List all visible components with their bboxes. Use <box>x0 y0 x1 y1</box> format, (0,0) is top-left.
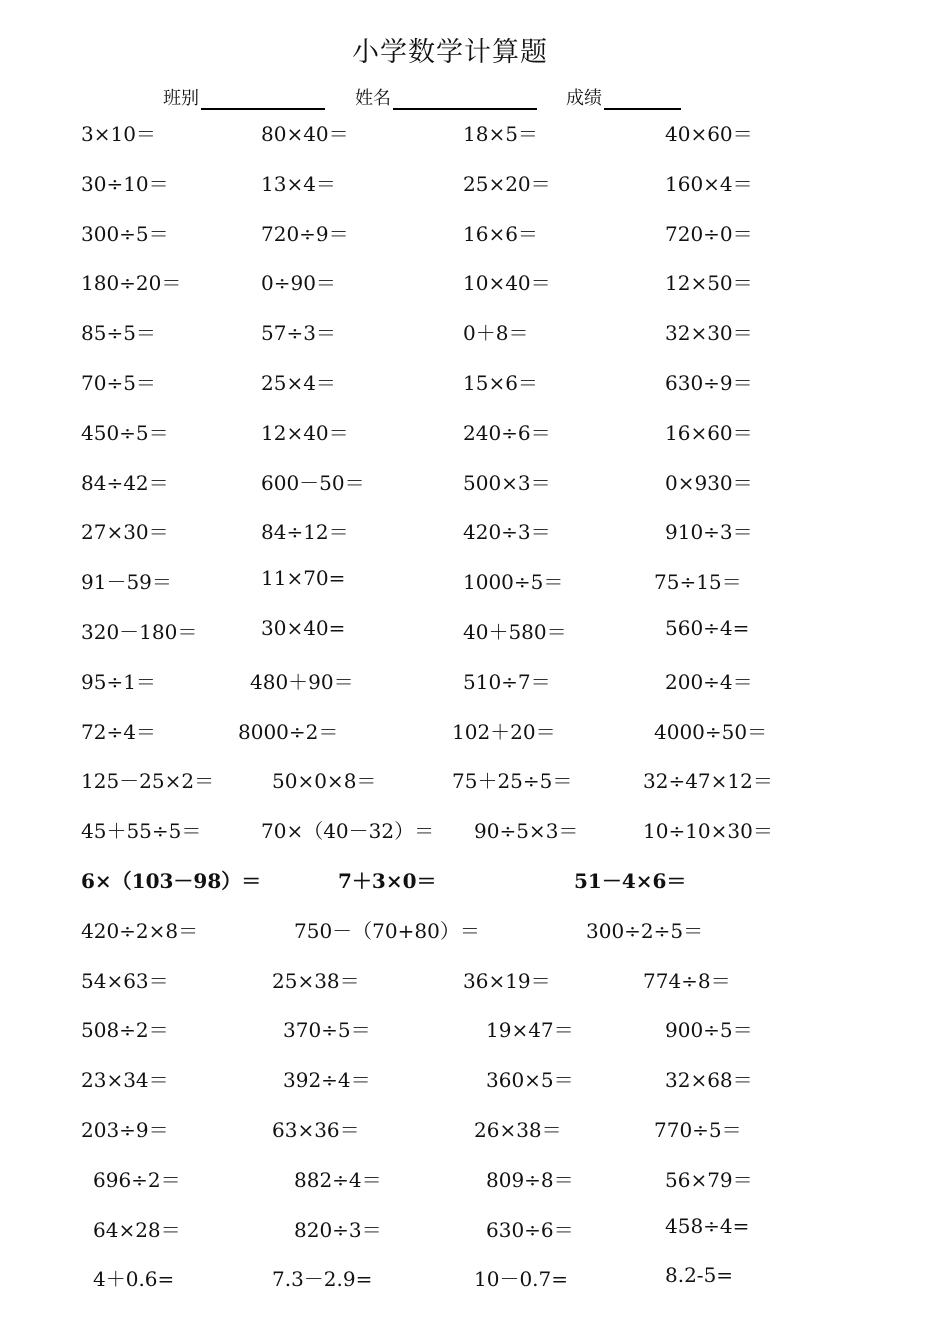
math-problem: 1000÷5＝ <box>463 570 564 595</box>
math-problem: 23×34＝ <box>81 1068 169 1093</box>
math-problem: 300÷2÷5＝ <box>586 918 704 943</box>
math-problem: 720÷9＝ <box>261 221 349 246</box>
problem-row <box>0 118 950 148</box>
math-problem: 4＋0.6= <box>93 1267 175 1292</box>
math-problem: 40＋580＝ <box>463 620 567 644</box>
class-blank-line[interactable] <box>201 86 325 110</box>
math-problem: 84÷12＝ <box>261 520 349 545</box>
math-problem: 70×（40－32）＝ <box>261 819 435 844</box>
math-problem: 508÷2＝ <box>81 1018 169 1043</box>
math-problem: 80×40＝ <box>261 122 349 146</box>
math-problem: 56×79＝ <box>665 1167 753 1192</box>
math-problem: 95÷1＝ <box>81 669 156 694</box>
math-problem: 360×5＝ <box>486 1068 574 1093</box>
math-problem: 25×38＝ <box>272 968 360 993</box>
problem-row <box>0 666 950 696</box>
problem-row <box>0 1014 950 1044</box>
math-problem: 50×0×8＝ <box>272 769 377 794</box>
math-problem: 450÷5＝ <box>81 420 169 445</box>
math-problem: 13×4＝ <box>261 171 336 196</box>
score-field[interactable] <box>566 84 681 110</box>
math-problem: 510÷7＝ <box>463 669 551 694</box>
math-problem: 0＋8＝ <box>463 321 529 346</box>
math-problem: 27×30＝ <box>81 520 169 545</box>
math-problem: 30×40= <box>261 616 346 640</box>
math-problem: 40×60＝ <box>665 122 753 146</box>
math-problem: 300÷5＝ <box>81 221 169 246</box>
math-problem: 90÷5×3＝ <box>474 819 579 844</box>
math-problem: 72÷4＝ <box>81 719 156 744</box>
math-problem: 4000÷50＝ <box>654 719 768 744</box>
math-problem: 458÷4= <box>665 1213 750 1238</box>
math-problem: 370÷5＝ <box>283 1018 371 1043</box>
math-problem: 12×40＝ <box>261 420 349 445</box>
math-problem: 6×（103－98）＝ <box>81 869 262 893</box>
math-problem: 32÷47×12＝ <box>643 769 773 794</box>
problem-row <box>0 267 950 297</box>
math-problem: 8.2-5= <box>665 1263 734 1288</box>
problem-row <box>0 317 950 347</box>
problem-row <box>0 467 950 497</box>
math-problem: 420÷3＝ <box>463 520 551 545</box>
math-problem: 7.3－2.9= <box>272 1267 373 1292</box>
problem-row <box>0 168 950 198</box>
math-problem: 240÷6＝ <box>463 420 551 445</box>
math-problem: 125－25×2＝ <box>81 769 215 794</box>
math-problem: 57÷3＝ <box>261 321 336 346</box>
math-problem: 16×60＝ <box>665 420 753 445</box>
math-problem: 32×68＝ <box>665 1068 753 1093</box>
student-info-fields <box>0 84 950 114</box>
score-label: 成绩 <box>566 88 602 109</box>
problem-row <box>0 1114 950 1144</box>
math-problem: 882÷4＝ <box>294 1167 382 1192</box>
problem-row <box>0 218 950 248</box>
math-problem: 7＋3×0＝ <box>338 869 437 893</box>
class-field[interactable] <box>163 84 325 110</box>
math-problem: 0÷90＝ <box>261 271 336 296</box>
math-problem: 85÷5＝ <box>81 321 156 346</box>
problem-row <box>0 716 950 746</box>
problem-row <box>0 1164 950 1194</box>
math-problem: 392÷4＝ <box>283 1068 371 1093</box>
math-problem: 160×4＝ <box>665 171 753 196</box>
problem-row <box>0 1064 950 1094</box>
math-problem: 10×40＝ <box>463 271 551 296</box>
math-problem: 560÷4= <box>665 616 750 640</box>
math-problem: 630÷6＝ <box>486 1217 574 1242</box>
math-problem: 12×50＝ <box>665 271 753 296</box>
math-problem: 0×930＝ <box>665 470 753 495</box>
math-problem: 820÷3＝ <box>294 1217 382 1242</box>
math-problem: 420÷2×8＝ <box>81 918 199 943</box>
math-problem: 630÷9＝ <box>665 371 753 395</box>
math-problem: 32×30＝ <box>665 321 753 346</box>
problem-row <box>0 616 950 646</box>
math-problem: 63×36＝ <box>272 1118 360 1142</box>
problem-row <box>0 915 950 945</box>
math-problem: 900÷5＝ <box>665 1018 753 1043</box>
math-problem: 51－4×6＝ <box>574 869 687 893</box>
math-problem: 18×5＝ <box>463 122 538 146</box>
math-problem: 11×70= <box>261 566 346 591</box>
math-problem: 25×4＝ <box>261 371 336 395</box>
math-problem: 180÷20＝ <box>81 271 182 296</box>
math-problem: 36×19＝ <box>463 968 551 993</box>
problem-row <box>0 1214 950 1244</box>
page-title: 小学数学计算题 <box>352 37 548 68</box>
problem-row <box>0 865 950 895</box>
math-problem: 696÷2＝ <box>93 1167 181 1192</box>
math-problem: 500×3＝ <box>463 470 551 495</box>
math-problem: 16×6＝ <box>463 221 538 246</box>
math-problem: 809÷8＝ <box>486 1167 574 1192</box>
math-problem: 750－（70+80）＝ <box>294 918 480 943</box>
math-problem: 26×38＝ <box>474 1118 562 1142</box>
math-problem: 720÷0＝ <box>665 221 753 246</box>
math-problem: 910÷3＝ <box>665 520 753 545</box>
problem-row <box>0 367 950 397</box>
problem-row <box>0 516 950 546</box>
problem-row <box>0 417 950 447</box>
name-label: 姓名 <box>355 88 391 109</box>
math-problem: 45＋55÷5＝ <box>81 819 202 844</box>
math-problem: 91－59＝ <box>81 570 172 595</box>
math-problem: 203÷9＝ <box>81 1118 169 1142</box>
math-problem: 774÷8＝ <box>643 968 731 993</box>
math-problem: 75＋25÷5＝ <box>452 769 573 794</box>
math-problem: 70÷5＝ <box>81 371 156 395</box>
math-problem: 64×28＝ <box>93 1217 181 1242</box>
math-problem: 84÷42＝ <box>81 470 169 495</box>
problem-row <box>0 765 950 795</box>
math-problem: 30÷10＝ <box>81 171 169 196</box>
problem-row <box>0 1263 950 1293</box>
math-problem: 75÷15＝ <box>654 570 742 595</box>
math-problem: 480＋90＝ <box>250 669 354 694</box>
math-problem: 15×6＝ <box>463 371 538 395</box>
math-problem: 19×47＝ <box>486 1018 574 1043</box>
math-problem: 54×63＝ <box>81 968 169 993</box>
math-problem: 320－180＝ <box>81 620 198 644</box>
math-problem: 3×10＝ <box>81 122 156 146</box>
problem-row <box>0 815 950 845</box>
math-problem: 102＋20＝ <box>452 719 556 744</box>
math-problem: 600－50＝ <box>261 470 365 495</box>
math-problem: 8000÷2＝ <box>238 719 339 744</box>
math-problem: 25×20＝ <box>463 171 551 196</box>
score-blank-line[interactable] <box>604 86 681 110</box>
math-problem: 770÷5＝ <box>654 1118 742 1142</box>
problem-row <box>0 566 950 596</box>
problem-row <box>0 965 950 995</box>
name-field[interactable] <box>355 84 537 110</box>
math-problem: 10－0.7= <box>474 1267 569 1292</box>
math-problem: 10÷10×30＝ <box>643 819 773 844</box>
name-blank-line[interactable] <box>393 86 537 110</box>
math-problem: 200÷4＝ <box>665 669 753 694</box>
class-label: 班别 <box>163 88 199 109</box>
